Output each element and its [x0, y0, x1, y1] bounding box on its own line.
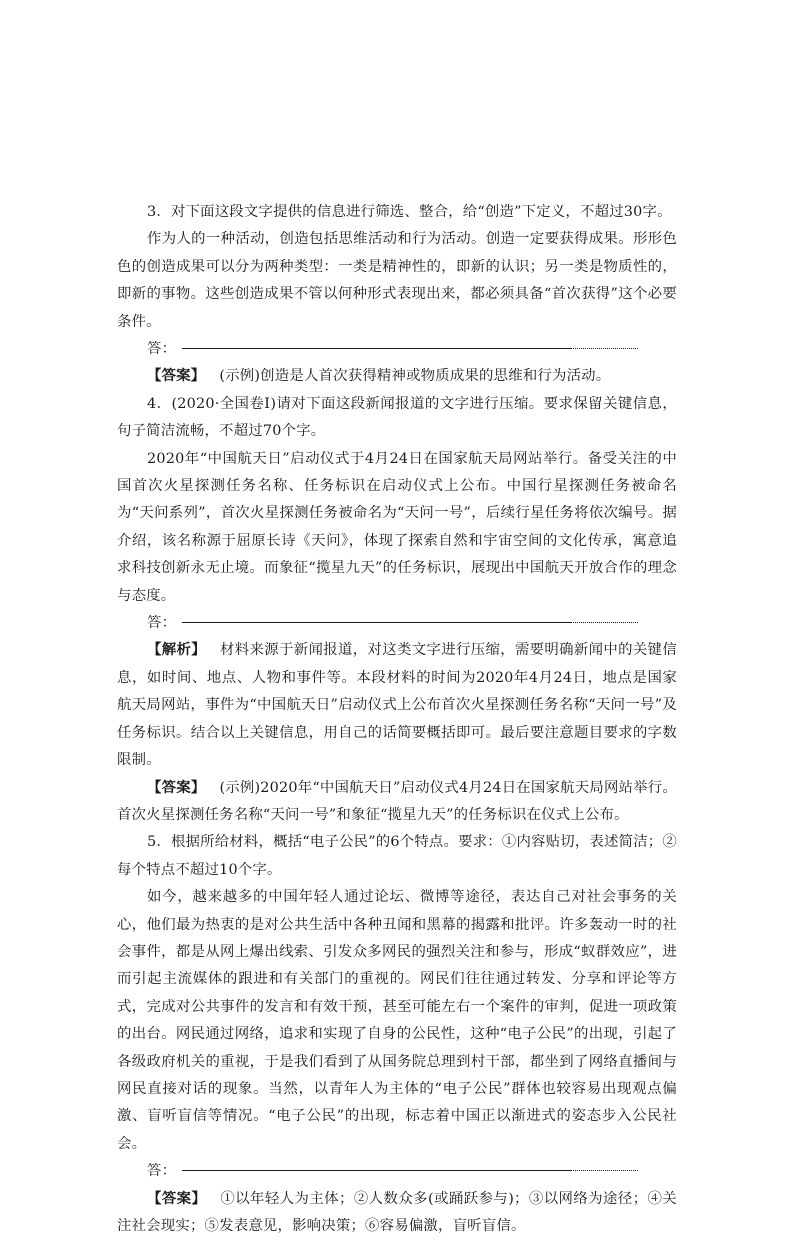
q5-answer-dots	[570, 1170, 638, 1171]
q3-answer-dots	[570, 348, 638, 349]
q4-answer-text: (示例)2020年“中国航天日”启动仪式4月24日在国家航天局网站举行。首次火星探测任务名称“天问一号”和象征“揽星九天”的任务标识在仪式上公布。	[117, 779, 677, 823]
q3-answer-rule	[182, 348, 570, 349]
q3-answer	[117, 363, 677, 390]
q4-answer-tag: 【答案】	[147, 779, 206, 796]
q4-answer-prompt: 答：	[147, 615, 177, 632]
q4-analysis-text: 材料来源于新闻报道，对这类文字进行压缩，需要明确新闻中的关键信息，如时间、地点、人物和事件等。本段材料的时间为2020年4月24日，地点是国家航天局网站，事件为“中国航天日”启动仪式上公布首次火星探测任务名称“天问一号”及任务标识。结合以上关键信息，用自己的话简要概括即可。最后要注意题目要求的字数限制。	[117, 642, 677, 769]
q5-answer	[117, 1186, 677, 1240]
q3-answer-prompt: 答：	[147, 341, 177, 358]
q3-prompt: 3．对下面这段文字提供的信息进行筛选、整合，给“创造”下定义，不超过30字。	[147, 204, 672, 220]
q4-answer-line[interactable]	[117, 610, 677, 637]
q4-material: 2020年“中国航天日”启动仪式于4月24日在国家航天局网站举行。备受关注的中国首次火星探测任务名称、任务标识在启动仪式上公布。中国行星探测任务被命名为“天问系列”，首次火星探测任务被命名为“天问一号”，后续行星任务将依次编号。据介绍，该名称源于屈原长诗《天问》，体现了探索自然和宇宙空间的文化传承，寓意追求科技创新永无止境。而象征“揽星九天”的任务标识，展现出中国航天开放合作的理念与态度。	[117, 450, 677, 604]
q4-answer	[117, 775, 677, 830]
q5-answer-tag: 【答案】	[147, 1190, 207, 1207]
q4-answer-dots	[570, 622, 638, 623]
q5-prompt: 5．根据所给材料，概括“电子公民”的6个特点。要求：①内容贴切，表述简洁；②每个特点不超过10个字。	[117, 834, 677, 878]
q3-material: 作为人的一种活动，创造包括思维活动和行为活动。创造一定要获得成果。形形色色的创造成果可以分为两种类型：一类是精神性的，即新的认识；另一类是物质性的，即新的事物。这些创造成果不管以何种形式表现出来，都必须具备“首次获得”这个必要条件。	[117, 231, 677, 330]
q4-prompt: 4．(2020·全国卷Ⅰ)请对下面这段新闻报道的文字进行压缩。要求保留关键信息，句子简洁流畅，不超过70个字。	[117, 395, 677, 440]
document-page	[117, 199, 677, 1240]
q5-answer-rule	[182, 1170, 570, 1171]
q5-material: 如今，越来越多的中国年轻人通过论坛、微博等途径，表达自己对社会事务的关心，他们最为热衷的是对公共生活中各种丑闻和黑幕的揭露和批评。许多轰动一时的社会事件，都是从网上爆出线索、引发众多网民的强烈关注和参与，形成“蚁群效应”，进而引起主流媒体的跟进和有关部门的重视的。网民们往往通过转发、分享和评论等方式，完成对公共事件的发言和有效干预，甚至可能左右一个案件的审判，促进一项政策的出台。网民通过网络，追求和实现了自身的公民性，这种“电子公民”的出现，引起了各级政府机关的重视，于是我们看到了从国务院总理到村干部，都坐到了网络直播间与网民直接对话的现象。当然，以青年人为主体的“电子公民”群体也较容易出现观点偏激、盲听盲信等情况。“电子公民”的出现，标志着中国正以渐进式的姿态步入公民社会。	[117, 889, 677, 1152]
q5-answer-prompt: 答：	[147, 1163, 177, 1180]
q3-answer-text: (示例)创造是人首次获得精神或物质成果的思维和行为活动。	[219, 368, 611, 385]
q4-analysis	[117, 637, 677, 774]
q5-answer-line[interactable]	[117, 1158, 677, 1185]
q3-answer-line[interactable]	[117, 336, 677, 363]
q4-answer-rule	[182, 622, 570, 623]
q3-answer-tag: 【答案】	[147, 368, 206, 385]
q4-analysis-tag: 【解析】	[147, 642, 206, 659]
q5-answer-text: ①以年轻人为主体；②人数众多(或踊跃参与)；③以网络为途径；④关注社会现实；⑤发表意见，影响决策；⑥容易偏激，盲听盲信。	[117, 1190, 677, 1234]
